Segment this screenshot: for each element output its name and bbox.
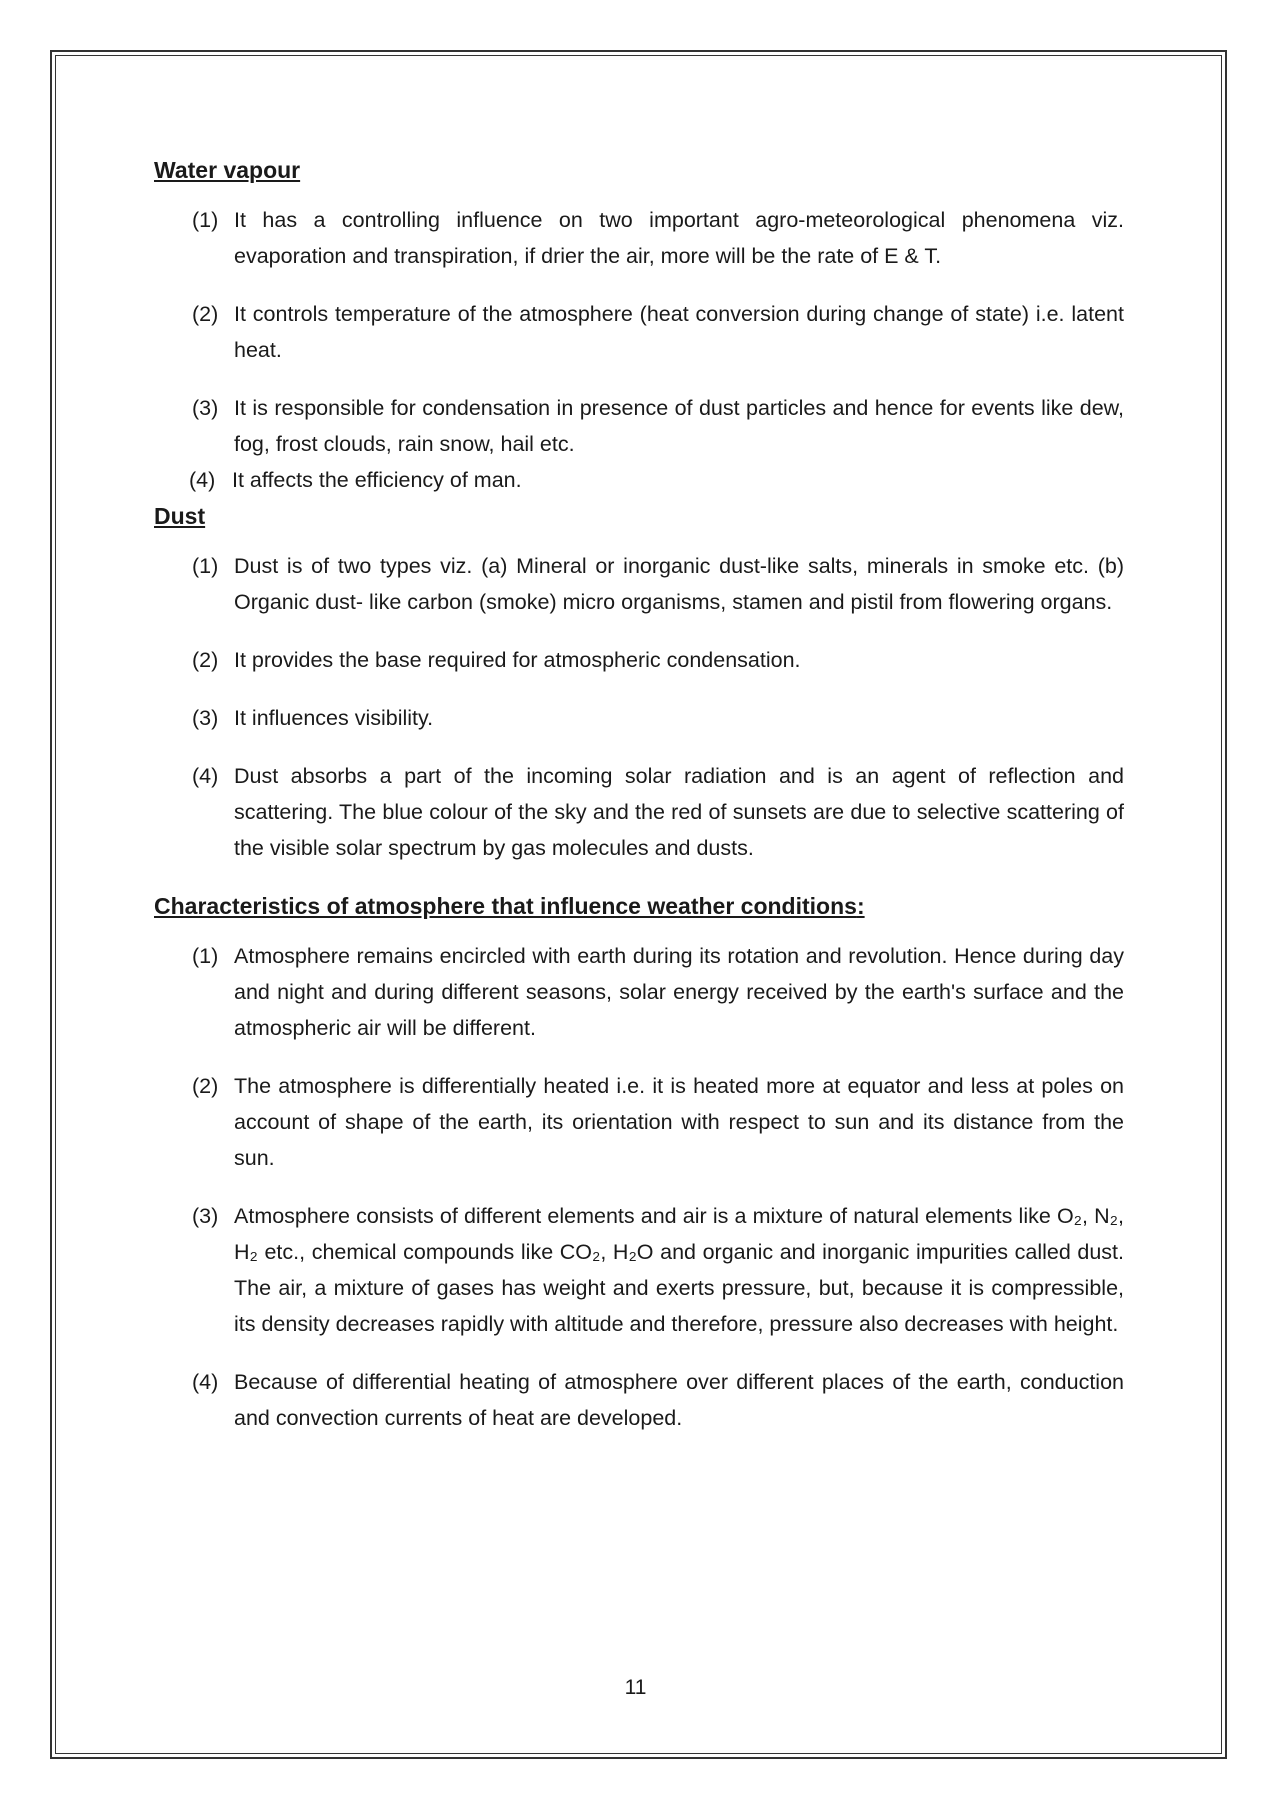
characteristics-heading-text: Characteristics of atmosphere that influence weather conditions [154, 893, 857, 919]
list-item [192, 1068, 1124, 1176]
item-number: (4) [192, 764, 219, 788]
list-item [192, 296, 1124, 368]
characteristics-heading-suffix: : [856, 893, 865, 919]
characteristics-list [154, 938, 1124, 1436]
list-item [192, 1364, 1124, 1436]
item-text: Dust is of two types viz. (a) Mineral or inorganic dust-like salts, minerals in smoke etc. (b) Organic dust- like carbon (smoke) micro organisms, stamen and pistil from flowering organs. [234, 554, 1124, 614]
item-text: It controls temperature of the atmosphere (heat conversion during change of state) i.e. latent heat. [234, 302, 1124, 362]
item-number: (4) [189, 468, 216, 492]
item-number: (3) [192, 1204, 219, 1228]
list-item [192, 938, 1124, 1046]
list-item [192, 642, 1124, 678]
item-number: (2) [192, 1074, 219, 1098]
list-item [189, 462, 1124, 498]
item-text: It provides the base required for atmospheric condensation. [234, 648, 801, 672]
item-number: (2) [192, 648, 219, 672]
item-text: Atmosphere consists of different elements and air is a mixture of natural elements like O₂, N₂, H₂ etc., chemical compounds like CO₂, H₂O and organic and inorganic impurities called dust. The air, a mixture of gases has weight and exerts pressure, but, because it is compressible, its density decreases rapidly with altitude and therefore, pressure also decreases with height. [234, 1204, 1124, 1336]
item-text: The atmosphere is differentially heated i.e. it is heated more at equator and less at poles on account of shape of the earth, its orientation with respect to sun and its distance from the sun. [234, 1074, 1124, 1170]
item-text: It affects the efficiency of man. [232, 468, 522, 492]
item-number: (1) [192, 944, 219, 968]
item-number: (3) [192, 706, 219, 730]
item-text: Dust absorbs a part of the incoming solar radiation and is an agent of reflection and scattering. The blue colour of the sky and the red of sunsets are due to selective scattering of the visible solar spectrum by gas molecules and dusts. [234, 764, 1124, 860]
page-number: 11 [624, 1676, 647, 1699]
list-item [192, 548, 1124, 620]
item-number: (4) [192, 1370, 219, 1394]
section-heading-water-vapour: Water vapour [154, 157, 301, 183]
section-heading-dust: Dust [154, 503, 206, 529]
water-vapour-list [154, 202, 1124, 498]
item-number: (2) [192, 302, 219, 326]
list-item [192, 1198, 1124, 1342]
list-item [192, 390, 1124, 462]
item-text: Because of differential heating of atmosphere over different places of the earth, conduction and convection currents of heat are developed. [234, 1370, 1124, 1430]
list-item [192, 202, 1124, 274]
item-text: It influences visibility. [234, 706, 434, 730]
item-text: Atmosphere remains encircled with earth during its rotation and revolution. Hence during day and night and during different seasons, solar energy received by the earth's surface and the atmospheric air will be different. [234, 944, 1124, 1040]
section-heading-characteristics [154, 888, 1124, 924]
dust-list [154, 548, 1124, 866]
item-number: (1) [192, 554, 219, 578]
item-text: It is responsible for condensation in presence of dust particles and hence for events like dew, fog, frost clouds, rain snow, hail etc. [234, 396, 1124, 456]
item-number: (3) [192, 396, 219, 420]
list-item [192, 758, 1124, 866]
item-text: It has a controlling influence on two important agro-meteorological phenomena viz. evaporation and transpiration, if drier the air, more will be the rate of E & T. [234, 208, 1124, 268]
page-content [154, 152, 1124, 1458]
item-number: (1) [192, 208, 219, 232]
list-item [192, 700, 1124, 736]
